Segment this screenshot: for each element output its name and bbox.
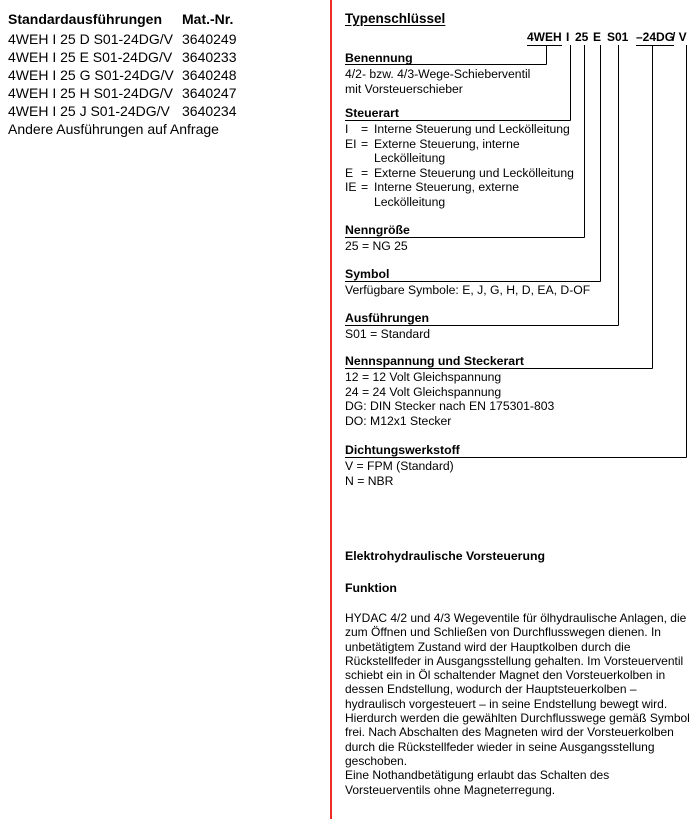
section-line: DO: M12x1 Stecker — [345, 413, 452, 428]
option-eq: = — [361, 122, 369, 136]
section-heading-nennspannung: Nennspannung und Steckerart — [345, 354, 525, 368]
type-code-part-seal: / V — [672, 30, 687, 44]
section-line: 4/2- bzw. 4/3-Wege-Schieberventil — [345, 67, 531, 81]
table-row — [8, 102, 330, 120]
option-text: Interne Steuerung, externe — [374, 180, 519, 195]
model-code-cell: 4WEH I 25 H S01-24DG/V — [8, 85, 173, 101]
table-row — [8, 66, 330, 84]
function-paragraph-2: Eine Nothandbetätigung erlaubt das Schalten des Vorsteuerventils ohne Magneterregung. — [345, 768, 610, 797]
mat-nr-header: Mat.-Nr. — [182, 11, 234, 27]
mat-nr-cell: 3640234 — [182, 103, 237, 119]
model-code-cell: 4WEH I 25 J S01-24DG/V — [8, 103, 170, 119]
function-paragraph-1: HYDAC 4/2 und 4/3 Wegeventile für ölhydraulische Anlagen, die zum Öffnen und Schließen von Durchflusswegen dienen. In unbetätigtem Zustand wird der Hauptkolben durch die Rückstellfeder in Ausgangsstellung gehalten. Im Vorsteuerventil schiebt ein in Öl schaltender Magnet den Vorsteuerkolben in dessen Endstellung, wodurch der Hauptsteuerkolben – hydraulisch vorgesteuert – in seine Endstellung bewegt wird. Hierdurch werden die gewählten Durchflusswege gemäß Symbol frei. Nach Abschalten des Magneten wird der Vorsteuerkolben durch die Rückstellfeder wieder in seine Ausgangsstellung geschoben. — [345, 611, 690, 768]
type-code-part-model: 4WEH — [527, 30, 562, 44]
mat-nr-cell: 3640248 — [182, 67, 237, 83]
section-lines-dichtungswerkstoff — [345, 459, 693, 488]
section-line: N = NBR — [345, 473, 394, 488]
model-code-cell: 4WEH I 25 E S01-24DG/V — [8, 49, 173, 65]
section-line: S01 = Standard — [345, 327, 431, 341]
option-eq: = — [361, 165, 369, 180]
model-code-cell: 4WEH I 25 D S01-24DG/V — [8, 31, 173, 47]
funktion-heading: Funktion — [345, 581, 397, 595]
mat-nr-cell: 3640247 — [182, 85, 237, 101]
section-heading-symbol: Symbol — [345, 267, 390, 281]
option-text: Interne Steuerung und Leckölleitung — [374, 122, 570, 136]
red-divider-line — [330, 0, 332, 819]
mat-nr-cell: 3640233 — [182, 49, 237, 65]
section-line: mit Vorsteuerschieber — [345, 81, 463, 96]
option-eq — [361, 195, 374, 210]
option-key: EI — [345, 136, 357, 151]
option-row-continuation — [345, 151, 693, 166]
section-line: V = FPM (Standard) — [345, 459, 454, 473]
type-code-part-voltage: –24DG — [636, 30, 675, 44]
section-line: 24 = 24 Volt Gleichspannung — [345, 384, 502, 399]
type-code-part-size: 25 — [575, 30, 589, 44]
model-code-cell: 4WEH I 25 G S01-24DG/V — [8, 67, 174, 83]
type-code — [0, 30, 700, 46]
section-heading-benennung: Benennung — [345, 51, 413, 65]
section-lines-nennspannung — [345, 370, 693, 428]
option-text: Externe Steuerung und Leckölleitung — [374, 165, 574, 180]
option-text: Leckölleitung — [374, 151, 446, 166]
section-lines-ausfuehrungen — [345, 327, 693, 342]
option-key: IE — [345, 180, 357, 195]
section-line: 25 = NG 25 — [345, 239, 408, 253]
section-lines-steuerart — [345, 122, 693, 210]
table-row — [8, 48, 330, 66]
option-key — [345, 151, 361, 166]
option-row — [345, 166, 693, 181]
type-code-part-symbol: E — [593, 30, 602, 44]
type-code-part-version: S01 — [607, 30, 629, 44]
option-key — [345, 195, 361, 210]
section-heading-steuerart: Steuerart — [345, 106, 399, 120]
section-heading-nenngroesse: Nenngröße — [345, 223, 410, 237]
table-header-row — [8, 10, 330, 28]
option-row — [345, 137, 693, 152]
section-line: 12 = 12 Volt Gleichspannung — [345, 370, 502, 384]
standard-versions-header: Standardausführungen — [8, 11, 163, 27]
table-row — [8, 84, 330, 102]
mat-nr-cell: 3640249 — [182, 31, 237, 47]
option-text: Leckölleitung — [374, 194, 446, 209]
option-eq: = — [361, 180, 369, 195]
option-row-continuation — [345, 195, 693, 210]
section-line: DG: DIN Stecker nach EN 175301-803 — [345, 399, 555, 414]
section-heading-ausfuehrungen: Ausführungen — [345, 311, 430, 325]
type-code-part-control: I — [566, 30, 570, 44]
pilot-control-heading: Elektrohydraulische Vorsteuerung — [345, 549, 545, 563]
section-line: Verfügbare Symbole: E, J, G, H, D, EA, D-OF — [345, 283, 591, 297]
option-row — [345, 180, 693, 195]
option-row — [345, 122, 693, 137]
section-lines-benennung — [345, 67, 693, 96]
option-text: Externe Steuerung, interne — [374, 136, 520, 151]
section-heading-dichtungswerkstoff: Dichtungswerkstoff — [345, 443, 460, 457]
option-key: I — [345, 122, 349, 136]
option-eq: = — [361, 136, 369, 151]
section-lines-symbol — [345, 283, 693, 298]
type-key-title: Typenschlüssel — [345, 11, 446, 26]
option-key: E — [345, 165, 354, 180]
section-lines-nenngroesse — [345, 239, 693, 254]
option-eq — [361, 151, 374, 166]
other-versions-note: Andere Ausführungen auf Anfrage — [8, 121, 219, 137]
function-description — [345, 611, 693, 797]
